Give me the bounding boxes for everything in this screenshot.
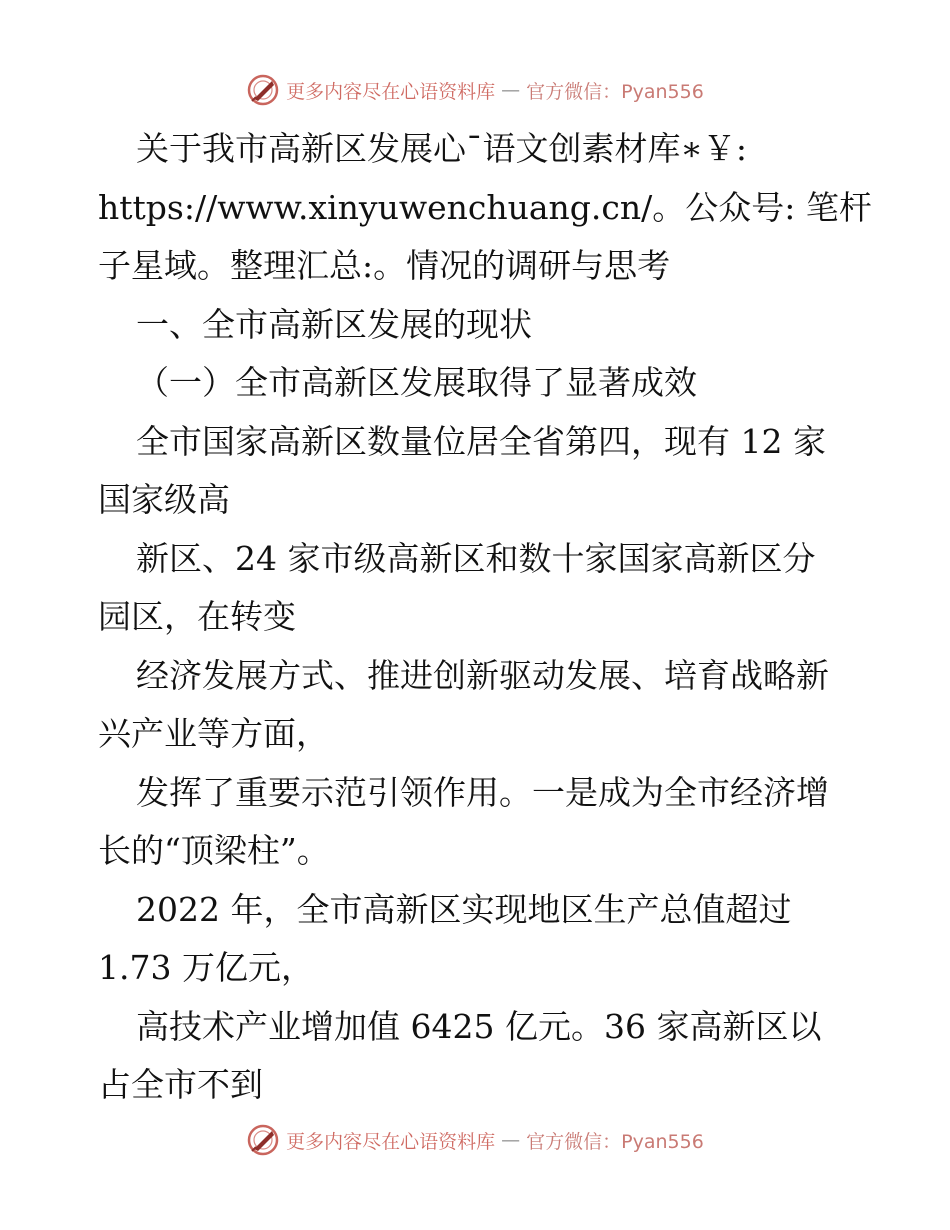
title-line-2: https://www.xinyuwenchuang.cn/。公众号: 笔杆 <box>98 187 872 227</box>
header-banner <box>0 70 950 110</box>
paragraph-line: 长的“顶梁柱”。 <box>98 831 330 870</box>
document-body <box>98 120 872 1115</box>
paragraph-line: 国家级高 <box>98 480 230 519</box>
quill-logo-icon <box>246 1123 280 1157</box>
banner-main-text: 更多内容尽在心语资料库 <box>286 1130 496 1153</box>
section-heading: 一、全市高新区发展的现状 <box>136 304 532 344</box>
paragraph-line: 经济发展方式、推进创新驱动发展、培育战略新 <box>136 655 829 695</box>
title-line-3: 子星域。整理汇总:。情况的调研与思考 <box>98 246 671 285</box>
quill-logo-icon <box>246 73 280 107</box>
paragraph-line: 新区、24 家市级高新区和数十家国家高新区分 <box>136 538 816 578</box>
paragraph-line: 发挥了重要示范引领作用。一是成为全市经济增 <box>136 772 829 812</box>
paragraph-line: 占全市不到 <box>98 1065 263 1104</box>
banner-main-text: 更多内容尽在心语资料库 <box>286 80 496 103</box>
subsection-heading: （一）全市高新区发展取得了显著成效 <box>136 363 697 402</box>
paragraph-line: 园区，在转变 <box>98 597 296 636</box>
banner-wechat-text: 官方微信：Pyan556 <box>526 1130 704 1153</box>
banner-dash: — <box>501 79 521 101</box>
title-line-1: 关于我市高新区发展心¯语文创素材库∗￥: <box>136 129 748 168</box>
paragraph-line: 1.73 万亿元， <box>98 948 314 987</box>
footer-banner <box>0 1120 950 1160</box>
paragraph-line: 2022 年，全市高新区实现地区生产总值超过 <box>136 889 792 929</box>
banner-dash: — <box>501 1129 521 1151</box>
banner-wechat-text: 官方微信：Pyan556 <box>526 80 704 103</box>
paragraph-line: 兴产业等方面， <box>98 714 329 753</box>
paragraph-line: 全市国家高新区数量位居全省第四，现有 12 家 <box>136 421 826 461</box>
paragraph-line: 高技术产业增加值 6425 亿元。36 家高新区以 <box>136 1006 822 1046</box>
